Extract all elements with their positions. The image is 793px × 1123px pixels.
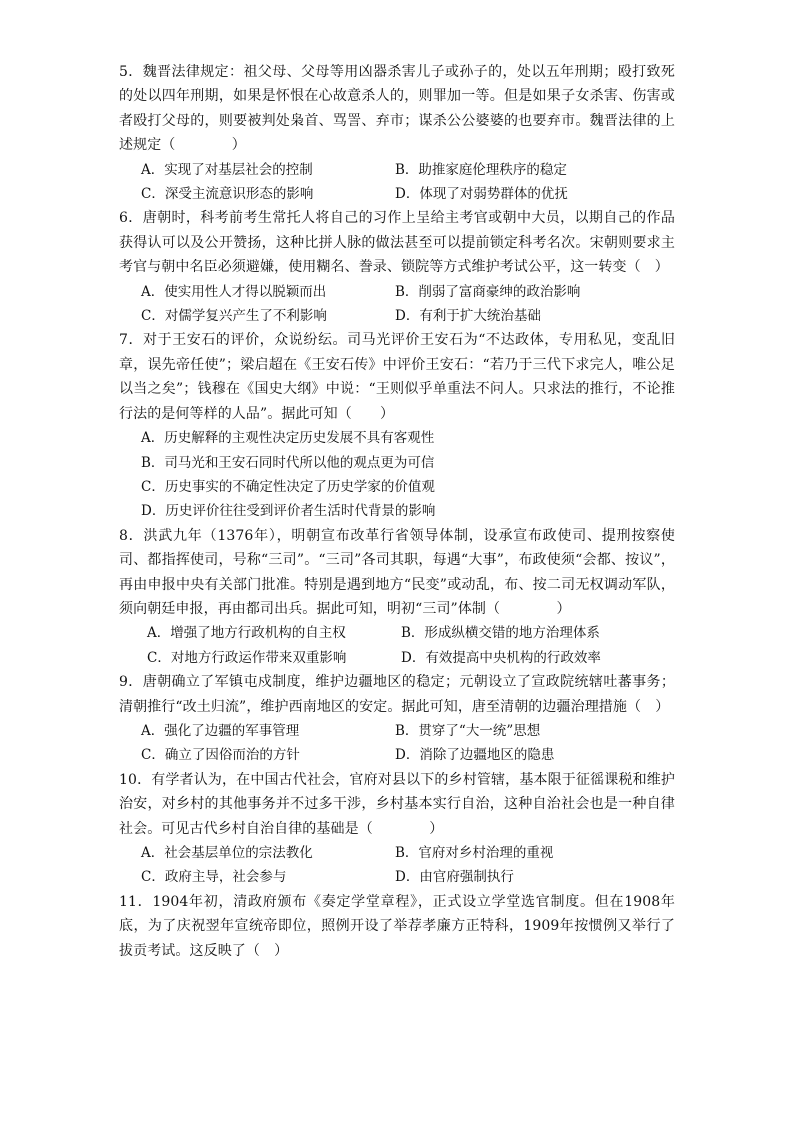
question-8-stem: 8．洪武九年（1376年），明朝宣布改革行省领导体制，设承宣布政使司、提刑按察使司、都指挥使司，号称“三司”。“三司”各司其职，每遇“大事”，布政使须“会都、按议”，再由申报中央有关部门批准。特别是遇到地方“民变”或动乱，布、按二司无权调动军队，须向朝廷申报，再由都司出兵。据此可知，明初“三司”体制（ ） — [119, 527, 675, 617]
question-5 — [119, 60, 675, 206]
question-7-options — [119, 426, 675, 524]
option-c: C．深受主流意识形态的影响 — [141, 186, 314, 203]
option-d: D．由官府强制执行 — [395, 869, 514, 886]
option-a: A．历史解释的主观性决定历史发展不具有客观性 — [141, 430, 435, 447]
option-b: B．贯穿了“大一统”思想 — [395, 722, 541, 739]
question-7 — [119, 328, 675, 523]
question-6 — [119, 206, 675, 328]
question-6-options — [119, 280, 675, 329]
option-b: B．削弱了富商豪绅的政治影响 — [395, 283, 581, 300]
question-5-options — [119, 158, 675, 207]
question-11-stem: 11．1904年初，清政府颁布《奏定学堂章程》，正式设立学堂选官制度。但在1908年底，为了庆祝翌年宣统帝即位，照例开设了举荐孝廉方正特科，1909年按惯例又举行了拔贡考试。这反映了（ ） — [119, 893, 675, 959]
question-list — [119, 60, 675, 963]
option-b: B．司马光和王安石同时代所以他的观点更为可信 — [141, 454, 435, 471]
option-d: D．历史评价往往受到评价者生活时代背景的影响 — [141, 503, 436, 520]
option-c: C．对儒学复兴产生了不利影响 — [141, 308, 327, 325]
option-a: A．实现了对基层社会的控制 — [141, 161, 313, 178]
option-d: D．有效提高中央机构的行政效率 — [401, 649, 601, 666]
option-a: A．社会基层单位的宗法教化 — [141, 845, 313, 861]
option-b: B．官府对乡村治理的重视 — [395, 845, 554, 861]
question-9-stem: 9．唐朝确立了军镇屯戍制度，维护边疆地区的稳定；元朝设立了宣政院统辖吐蕃事务；清朝推行“改土归流”，维护西南地区的安定。据此可知，唐至清朝的边疆治理措施（ ） — [119, 674, 675, 715]
question-10-options — [119, 841, 675, 890]
option-c: C．确立了因俗而治的方针 — [141, 747, 300, 764]
option-c: C．政府主导，社会参与 — [141, 869, 287, 886]
option-a: A．使实用性人才得以脱颖而出 — [141, 283, 327, 300]
option-b: B．助推家庭伦理秩序的稳定 — [395, 161, 567, 178]
question-11 — [119, 890, 675, 963]
option-b: B．形成纵横交错的地方治理体系 — [401, 625, 600, 642]
option-c: C．对地方行政运作带来双重影响 — [147, 649, 347, 666]
question-8-options — [119, 621, 675, 670]
question-7-stem: 7．对于王安石的评价，众说纷纭。司马光评价王安石为“不达政体，专用私见，变乱旧章，误先帝任使”；梁启超在《王安石传》中评价王安石：“若乃于三代下求完人，唯公足以当之矣”；钱穆在《国史大纲》中说：“王则似乎单重法不问人。只求法的推行，不论推行法的是何等样的人品”。据此可知（ ） — [119, 332, 675, 422]
option-a: A．增强了地方行政机构的自主权 — [147, 625, 346, 642]
option-d: D．有利于扩大统治基础 — [395, 308, 541, 325]
question-9-options — [119, 719, 675, 768]
question-9 — [119, 670, 675, 768]
option-a: A．强化了边疆的军事管理 — [141, 722, 300, 739]
question-10 — [119, 768, 675, 890]
option-c: C．历史事实的不确定性决定了历史学家的价值观 — [141, 478, 435, 495]
question-10-stem: 10．有学者认为，在中国古代社会，官府对县以下的乡村管辖，基本限于征徭课税和维护治安，对乡村的其他事务并不过多干涉，乡村基本实行自治，这种自治社会也是一种自律社会。可见古代乡村自治自律的基础是（ ） — [119, 771, 675, 837]
question-8 — [119, 524, 675, 670]
option-d: D．消除了边疆地区的隐患 — [395, 747, 555, 764]
question-5-stem: 5．魏晋法律规定：祖父母、父母等用凶器杀害儿子或孙子的，处以五年刑期；殴打致死的处以四年刑期，如果是怀恨在心故意杀人的，则罪加一等。但是如果子女杀害、伤害或者殴打父母的，则要被判处枭首、骂詈、弃市；谋杀公公婆婆的也要弃市。魏晋法律的上述规定（ ） — [119, 64, 675, 154]
question-6-stem: 6．唐朝时，科考前考生常托人将自己的习作上呈给主考官或朝中大员，以期自己的作品获得认可以及公开赞扬，这种比拼人脉的做法甚至可以提前锁定科考名次。宋朝则要求主考官与朝中名臣必须避嫌，使用糊名、誊录、锁院等方式维护考试公平，这一转变（ ） — [119, 210, 675, 276]
option-d: D．体现了对弱势群体的优抚 — [395, 186, 568, 203]
